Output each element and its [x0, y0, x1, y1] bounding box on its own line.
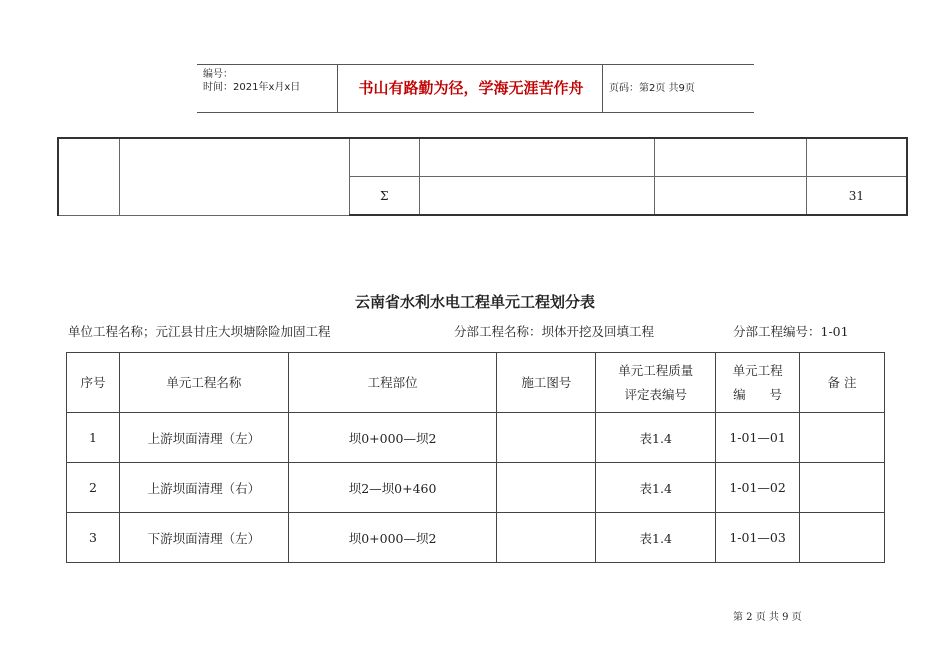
column-header	[596, 353, 716, 413]
quality-cell: 表1.4	[596, 463, 716, 513]
part-cell: 坝0+000—坝2	[288, 513, 497, 563]
column-header	[716, 353, 800, 413]
unit-project-name: 单位工程名称；元江县甘庄大坝塘除险加固工程	[68, 324, 331, 339]
division-project-number: 分部工程编号：1-01	[733, 324, 849, 339]
drawing-cell	[497, 513, 596, 563]
quality-cell: 表1.4	[596, 513, 716, 563]
table-row	[67, 413, 885, 463]
time-label: 时间：2021年x月x日	[203, 82, 301, 93]
sigma-cell: Σ	[349, 177, 419, 216]
table-row	[67, 463, 885, 513]
code-cell: 1-01—01	[716, 413, 800, 463]
table-row	[67, 513, 885, 563]
total-cell: 31	[806, 177, 907, 216]
part-cell: 坝2—坝0+460	[288, 463, 497, 513]
header-divider	[337, 65, 338, 112]
header-meta	[203, 68, 333, 94]
header-page-info: 页码：第2页 共9页	[609, 83, 695, 94]
drawing-cell	[497, 413, 596, 463]
header-motto: 书山有路勤为径，学海无涯苦作舟	[358, 79, 584, 97]
code-cell: 1-01—03	[716, 513, 800, 563]
table-cell	[419, 177, 654, 216]
remark-cell	[800, 463, 885, 513]
name-cell: 上游坝面清理（右）	[119, 463, 288, 513]
table-cell	[120, 138, 349, 215]
division-table	[66, 352, 885, 563]
table-cell	[655, 138, 807, 177]
table-cell	[419, 138, 654, 177]
column-header: 单元工程名称	[119, 353, 288, 413]
table-cell	[349, 138, 419, 177]
page-title: 云南省水利水电工程单元工程划分表	[354, 293, 595, 311]
name-cell: 上游坝面清理（左）	[119, 413, 288, 463]
table-header-row	[67, 353, 885, 413]
header-divider	[602, 65, 603, 112]
table-cell	[58, 138, 120, 215]
seq-cell: 3	[67, 513, 120, 563]
remark-cell	[800, 413, 885, 463]
column-header-line: 评定表编号	[624, 386, 687, 402]
name-cell: 下游坝面清理（左）	[119, 513, 288, 563]
column-header-line: 单元工程	[732, 362, 783, 378]
continued-table	[57, 137, 908, 216]
column-header: 序号	[67, 353, 120, 413]
number-label: 编号：	[203, 69, 233, 80]
part-cell: 坝0+000—坝2	[288, 413, 497, 463]
column-header-line: 编 号	[733, 386, 783, 402]
seq-cell: 1	[67, 413, 120, 463]
column-header: 施工图号	[497, 353, 596, 413]
seq-cell: 2	[67, 463, 120, 513]
remark-cell	[800, 513, 885, 563]
quality-cell: 表1.4	[596, 413, 716, 463]
table-cell	[655, 177, 807, 216]
table-cell	[806, 138, 907, 177]
code-cell: 1-01—02	[716, 463, 800, 513]
page-footer: 第 2 页 共 9 页	[733, 612, 802, 623]
column-header-line: 单元工程质量	[618, 362, 694, 378]
division-project-name: 分部工程名称：坝体开挖及回填工程	[454, 324, 655, 339]
column-header: 工程部位	[288, 353, 497, 413]
document-header	[197, 64, 754, 113]
drawing-cell	[497, 463, 596, 513]
column-header: 备 注	[800, 353, 885, 413]
